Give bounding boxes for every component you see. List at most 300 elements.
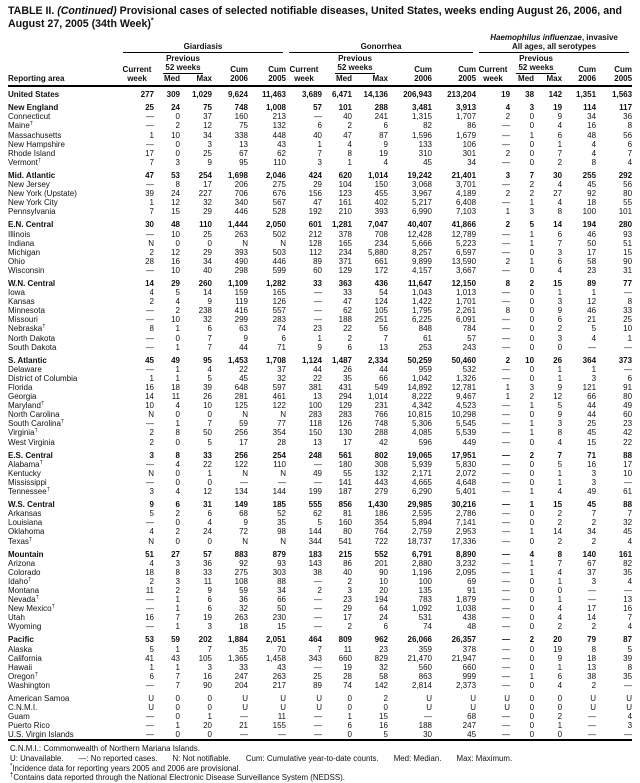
value-cell: 14	[553, 220, 563, 230]
value-cell: 283	[308, 410, 322, 420]
value-cell: 29,985	[407, 500, 432, 510]
value-cell: 1	[529, 130, 535, 140]
reporting-area-cell: District of Columbia	[8, 373, 78, 383]
value-cell: 51	[623, 238, 633, 248]
value-cell: N	[148, 468, 154, 478]
value-cell: 1,422	[411, 297, 432, 307]
value-cell: 231	[374, 401, 388, 411]
value-cell: 340	[234, 198, 248, 208]
value-cell: 194	[374, 595, 388, 605]
value-cell: 461	[272, 392, 286, 402]
value-cell: 50	[277, 604, 286, 614]
value-cell: 1	[557, 721, 563, 731]
value-cell: —	[314, 730, 322, 740]
value-cell: 44	[587, 401, 597, 411]
value-cell: —	[502, 549, 511, 559]
value-cell: 55	[343, 468, 352, 478]
value-cell: 45	[239, 373, 248, 383]
value-cell: —	[502, 265, 511, 275]
value-cell: —	[502, 468, 511, 478]
value-cell: 188	[418, 721, 432, 731]
value-cell: —	[314, 595, 322, 605]
value-cell: 4	[557, 198, 563, 208]
value-cell: —	[146, 333, 154, 343]
value-cell: 16	[379, 721, 388, 731]
value-cell: 1	[317, 333, 322, 343]
value-cell: 8	[557, 207, 563, 217]
value-cell: 9	[383, 139, 388, 149]
value-cell: 3,967	[411, 189, 432, 199]
value-cell: 2	[557, 536, 563, 546]
value-cell: 9	[557, 383, 563, 392]
value-cell: 3,232	[456, 558, 477, 568]
value-cell: 7	[207, 644, 212, 654]
value-cell: 32	[203, 315, 212, 325]
value-cell: 45	[623, 527, 633, 537]
value-cell: 33	[203, 567, 212, 577]
value-cell: 18	[171, 383, 180, 392]
table-row	[8, 198, 632, 207]
value-cell: 22	[623, 437, 633, 447]
value-cell: 1	[175, 644, 180, 654]
value-cell: 6	[207, 604, 212, 614]
value-cell: —	[146, 459, 154, 469]
value-cell: 35	[623, 671, 633, 681]
value-cell: 33	[239, 662, 248, 672]
value-cell: 2	[505, 220, 511, 230]
value-cell: 1	[529, 419, 535, 429]
value-cell: 34	[587, 112, 597, 122]
current-label: Current	[122, 65, 152, 75]
table-row	[8, 604, 632, 613]
reporting-area-cell: Vermont†	[8, 157, 42, 167]
value-cell: 161	[338, 198, 352, 208]
value-cell: 53	[145, 635, 154, 645]
value-cell: 41,866	[451, 220, 477, 230]
value-cell: 0	[529, 333, 535, 343]
value-cell: 122	[272, 401, 286, 411]
value-cell: 1	[557, 288, 563, 298]
value-cell: 5	[207, 437, 212, 447]
value-cell: 263	[272, 671, 286, 681]
value-cell: 4,157	[411, 265, 432, 275]
value-cell: 7	[207, 419, 212, 429]
value-cell: 0	[557, 703, 563, 713]
value-cell: 80	[343, 527, 352, 537]
value-cell: 1	[175, 373, 180, 383]
value-cell: 4,648	[456, 477, 477, 487]
reporting-area-cell: Rhode Island	[8, 148, 56, 158]
value-cell: 5	[557, 401, 563, 411]
value-cell: 15	[623, 247, 633, 257]
value-cell: U	[242, 694, 248, 703]
value-cell: N	[242, 410, 248, 420]
value-cell: 8,222	[411, 392, 432, 402]
value-cell: 159	[234, 288, 248, 298]
value-cell: U	[470, 703, 477, 713]
value-cell: 34	[587, 527, 597, 537]
value-cell: —	[314, 576, 322, 586]
value-cell: 1	[175, 622, 180, 632]
value-cell: 1	[347, 157, 352, 167]
value-cell: 12	[203, 487, 212, 497]
value-cell: 34	[203, 256, 212, 266]
value-cell: 5,939	[411, 459, 432, 469]
weeks52-label: 52 weeks	[518, 63, 554, 73]
value-cell: 2	[175, 585, 180, 595]
value-cell: 3,689	[301, 90, 322, 100]
value-cell: 25	[313, 671, 322, 681]
value-cell: 9	[557, 306, 563, 316]
value-cell: 160	[234, 112, 248, 122]
value-cell: 2	[149, 428, 154, 438]
value-cell: 12	[171, 247, 180, 257]
table-row	[8, 266, 632, 275]
value-cell: 6	[175, 500, 180, 510]
value-cell: —	[502, 527, 511, 537]
value-cell: 25	[623, 315, 633, 325]
value-cell: 0	[529, 148, 535, 158]
value-cell: 14,136	[363, 90, 388, 100]
value-cell: 1	[529, 198, 535, 208]
column-group-haemophilus: Haemophilus influenzae, invasive All ages, all serotypes	[476, 33, 632, 53]
value-cell: 86	[343, 558, 352, 568]
value-cell: 660	[338, 653, 352, 663]
value-cell: 12,781	[451, 383, 477, 392]
value-cell: 12	[203, 121, 212, 131]
value-cell: 18	[145, 567, 154, 577]
value-cell: 149	[234, 500, 248, 510]
value-cell: 1	[557, 468, 563, 478]
value-cell: 393	[374, 207, 388, 217]
value-cell: 45	[145, 355, 154, 365]
value-cell: 0	[529, 585, 535, 595]
value-cell: 7	[529, 170, 535, 180]
value-cell: 25	[203, 148, 212, 158]
reporting-area-cell: Colorado	[8, 567, 41, 577]
reporting-area-cell: Maine†	[8, 121, 34, 131]
value-cell: 213,204	[447, 90, 477, 100]
value-cell: 4	[627, 536, 633, 546]
reporting-area-cell: South Carolina†	[8, 419, 65, 429]
value-cell: 2	[149, 297, 154, 307]
value-cell: U	[626, 703, 633, 713]
value-cell: 186	[374, 509, 388, 519]
value-cell: 0	[175, 694, 180, 703]
value-cell: 150	[308, 428, 322, 438]
value-cell: 82	[623, 558, 633, 568]
reporting-area-cell: New England	[8, 103, 59, 113]
value-cell: 100	[582, 207, 597, 217]
value-cell: 160	[338, 518, 352, 528]
value-cell: 215	[338, 549, 352, 559]
value-cell: N	[280, 238, 286, 248]
value-cell: 9,624	[227, 90, 248, 100]
value-cell: 93	[277, 558, 286, 568]
value-cell: 5,306	[411, 419, 432, 429]
value-cell: 1,701	[456, 297, 477, 307]
value-cell: 66	[379, 373, 388, 383]
value-cell: 6	[627, 139, 633, 149]
value-cell: U	[470, 694, 477, 703]
value-cell: 8	[591, 644, 597, 654]
value-cell: 1	[557, 662, 563, 672]
value-cell: 71	[587, 450, 597, 460]
reporting-area-cell: S. Atlantic	[8, 355, 47, 365]
value-cell: 2,814	[411, 680, 432, 690]
value-cell: 1,487	[331, 355, 352, 365]
value-cell: 108	[234, 576, 248, 586]
value-cell: 0	[175, 410, 180, 420]
reporting-area-cell: Arkansas	[8, 509, 42, 519]
value-cell: 2	[505, 148, 511, 158]
reporting-area-cell: E.S. Central	[8, 450, 53, 460]
weeks52-label: 52 weeks	[165, 63, 201, 73]
table-row	[8, 334, 632, 343]
value-cell: 47	[313, 198, 322, 208]
table-row	[8, 631, 632, 644]
value-cell: 92	[587, 189, 597, 199]
value-cell: 185	[272, 500, 286, 510]
value-cell: 0	[529, 604, 535, 614]
table-row	[8, 306, 632, 315]
value-cell: 2,759	[411, 527, 432, 537]
table-row	[8, 410, 632, 419]
value-cell: 17	[587, 247, 597, 257]
value-cell: 5,666	[411, 238, 432, 248]
value-cell: 10,298	[451, 410, 477, 420]
value-cell: U	[316, 703, 322, 713]
value-cell: 202	[198, 635, 212, 645]
value-cell: 560	[418, 662, 432, 672]
value-cell: —	[502, 662, 511, 672]
reporting-area-cell: California	[8, 653, 42, 663]
value-cell: 1,029	[191, 90, 212, 100]
value-cell: 100	[308, 401, 322, 411]
value-cell: 32	[379, 662, 388, 672]
value-cell: 5	[591, 324, 597, 334]
reporting-area-cell: Wisconsin	[8, 265, 45, 275]
value-cell: 0	[347, 703, 352, 713]
reporting-area-cell: Hawaii	[8, 662, 33, 672]
value-cell: 50	[587, 238, 597, 248]
value-cell: 23	[587, 265, 597, 275]
value-cell: 248	[308, 450, 322, 460]
value-cell: 3	[207, 139, 212, 149]
value-cell: 2,050	[265, 220, 286, 230]
value-cell: —	[624, 288, 633, 298]
value-cell: 879	[272, 549, 286, 559]
value-cell: 4	[627, 712, 633, 722]
value-cell: 1,326	[456, 373, 477, 383]
year-2006-label: 2006	[212, 74, 248, 86]
value-cell: N	[242, 238, 248, 248]
value-cell: 6	[149, 671, 154, 681]
value-cell: —	[588, 585, 597, 595]
footnote-dagger: †Contains data reported through the National Electronic Disease Surveillance System (NEDSS).	[10, 772, 345, 783]
value-cell: 67	[587, 558, 597, 568]
value-cell: —	[502, 622, 511, 632]
table-row	[8, 239, 632, 248]
value-cell: 227	[198, 189, 212, 199]
value-cell: 12,150	[451, 278, 477, 288]
value-cell: 4	[627, 157, 633, 167]
value-cell: 7	[557, 450, 563, 460]
disease-group-row	[8, 33, 632, 53]
value-cell: 37	[587, 567, 597, 577]
value-cell: 4	[529, 549, 535, 559]
table-row	[8, 595, 632, 604]
value-cell: 29	[203, 247, 212, 257]
value-cell: 47	[343, 130, 352, 140]
value-cell: 106	[462, 139, 477, 149]
value-cell: 298	[234, 265, 248, 275]
subheader-row-1	[8, 63, 632, 74]
week-label: week	[476, 74, 510, 86]
value-cell: 0	[529, 247, 535, 257]
value-cell: —	[146, 139, 154, 149]
value-cell: 0	[529, 712, 535, 722]
value-cell: 4,085	[411, 428, 432, 438]
value-cell: 7	[591, 509, 597, 519]
value-cell: 32	[203, 198, 212, 208]
value-cell: 883	[234, 549, 248, 559]
value-cell: 3	[149, 487, 154, 497]
value-cell: 22	[203, 459, 212, 469]
value-cell: 101	[618, 207, 633, 217]
value-cell: 123	[338, 189, 352, 199]
value-cell: 3,667	[456, 265, 477, 275]
value-cell: 6	[347, 721, 352, 731]
value-cell: 2,095	[456, 567, 477, 577]
value-cell: —	[240, 712, 248, 722]
previous-label-row	[8, 53, 632, 63]
year-2005-label: 2005	[432, 74, 476, 86]
table-row	[8, 509, 632, 518]
value-cell: 424	[308, 170, 322, 180]
value-cell: 70	[277, 644, 286, 654]
value-cell: 1,109	[227, 278, 248, 288]
value-cell: 2	[529, 392, 535, 402]
table-row	[8, 257, 632, 266]
reporting-area-cell: New Jersey	[8, 180, 50, 190]
value-cell: 47	[145, 170, 154, 180]
table-title-text: Provisional cases of selected notifiable diseases, United States, weeks ending August 26, 2006, and August 27, 2005 (34th Week)	[8, 5, 623, 30]
value-cell: 0	[529, 509, 535, 519]
value-cell: —	[502, 635, 511, 645]
footnote-definitions	[10, 754, 632, 764]
value-cell: 21,401	[451, 170, 477, 180]
table-row	[8, 248, 632, 257]
notifiable-diseases-table	[8, 33, 632, 741]
value-cell: 55	[623, 198, 633, 208]
value-cell: 16	[145, 613, 154, 623]
value-cell: 2	[557, 324, 563, 334]
value-cell: 44	[313, 364, 322, 374]
value-cell: 105	[374, 306, 388, 316]
value-cell: 3	[591, 477, 597, 487]
value-cell: 708	[374, 229, 388, 239]
value-cell: 11	[277, 712, 286, 722]
value-cell: —	[588, 730, 597, 740]
value-cell: 183	[308, 549, 322, 559]
value-cell: U	[148, 703, 154, 713]
reporting-area-cell: Kansas	[8, 297, 35, 307]
value-cell: 1,038	[456, 604, 477, 614]
value-cell: 455	[374, 189, 388, 199]
reporting-area-cell: U.S. Virgin Islands	[8, 730, 74, 740]
value-cell: 3	[591, 373, 597, 383]
value-cell: 187	[338, 487, 352, 497]
value-cell: —	[624, 585, 633, 595]
table-row	[8, 613, 632, 622]
table-header	[8, 33, 632, 86]
value-cell: 5	[149, 644, 154, 654]
value-cell: 43	[171, 653, 180, 663]
value-cell: 7	[207, 342, 212, 352]
value-cell: —	[502, 428, 511, 438]
value-cell: 54	[379, 288, 388, 298]
value-cell: 3	[557, 297, 563, 307]
current-label: Current	[478, 65, 508, 75]
value-cell: 77	[623, 278, 633, 288]
value-cell: —	[588, 342, 597, 352]
value-cell: 1	[529, 527, 535, 537]
value-cell: 14	[145, 278, 154, 288]
table-row	[8, 189, 632, 198]
value-cell: 61	[623, 487, 633, 497]
value-cell: 784	[462, 324, 477, 334]
value-cell: —	[314, 315, 322, 325]
value-cell: 36	[239, 595, 248, 605]
value-cell: 118	[309, 419, 322, 429]
value-cell: —	[502, 604, 511, 614]
value-cell: 4	[347, 139, 352, 149]
value-cell: 128	[308, 238, 322, 248]
table-row	[8, 315, 632, 324]
value-cell: 38	[313, 567, 322, 577]
value-cell: 74	[423, 622, 432, 632]
table-row	[8, 167, 632, 180]
value-cell: 9,899	[411, 256, 432, 266]
table-row	[8, 121, 632, 130]
reporting-area-cell: Wyoming	[8, 622, 42, 632]
value-cell: —	[502, 364, 511, 374]
value-cell: 5	[317, 518, 322, 528]
value-cell: 50,259	[407, 355, 432, 365]
value-cell: 30	[145, 220, 154, 230]
value-cell: 132	[374, 468, 388, 478]
value-cell: 19	[379, 148, 388, 158]
value-cell: 29	[313, 180, 322, 190]
value-cell: 165	[338, 238, 352, 248]
table-row	[8, 112, 632, 121]
value-cell: —	[146, 364, 154, 374]
year-2005-label: 2005	[596, 74, 632, 86]
value-cell: —	[502, 613, 511, 623]
value-cell: 343	[308, 653, 322, 663]
value-cell: 6	[207, 595, 212, 605]
value-cell: 22	[343, 324, 352, 334]
value-cell: 142	[548, 90, 563, 100]
value-cell: 13,590	[451, 256, 477, 266]
value-cell: 16	[145, 383, 154, 392]
value-cell: 661	[374, 256, 388, 266]
table-body	[8, 86, 632, 740]
value-cell: 3	[207, 662, 212, 672]
value-cell: N	[148, 238, 154, 248]
value-cell: 288	[374, 428, 388, 438]
